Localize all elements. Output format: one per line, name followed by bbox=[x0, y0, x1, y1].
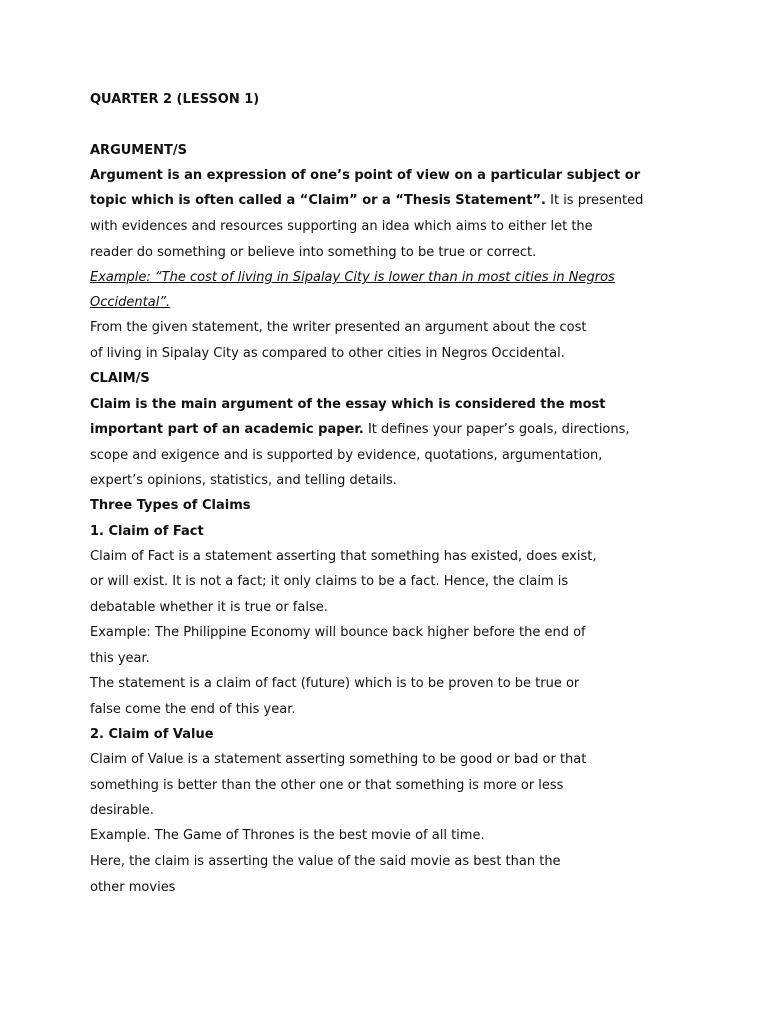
claim-of-value-explanation-line-2: other movies bbox=[90, 880, 176, 895]
claim-of-value-line-1: Claim of Value is a statement asserting something to be good or bad or that bbox=[90, 752, 587, 767]
claim-of-value-line-2: something is better than the other one or that something is more or less bbox=[90, 778, 564, 793]
claim-of-fact-explanation-line-2: false come the end of this year. bbox=[90, 702, 296, 717]
claim-of-value-example: Example. The Game of Thrones is the best movie of all time. bbox=[90, 828, 485, 843]
claim-of-value-title: 2. Claim of Value bbox=[90, 727, 214, 742]
claim-of-fact-title: 1. Claim of Fact bbox=[90, 524, 204, 539]
argument-text-line-3: with evidences and resources supporting an idea which aims to either let the bbox=[90, 219, 593, 234]
claim-text-line-4: expert’s opinions, statistics, and telling details. bbox=[90, 473, 397, 488]
argument-definition-line-2 bbox=[90, 193, 643, 209]
claim-definition-line-2 bbox=[90, 422, 630, 438]
argument-explanation-line-1: From the given statement, the writer presented an argument about the cost bbox=[90, 320, 587, 335]
argument-text-line-4: reader do something or believe into something to be true or correct. bbox=[90, 245, 537, 260]
argument-explanation-line-2: of living in Sipalay City as compared to other cities in Negros Occidental. bbox=[90, 346, 565, 361]
claim-text-line-3: scope and exigence and is supported by evidence, quotations, argumentation, bbox=[90, 448, 603, 463]
argument-example-line-2: Occidental”. bbox=[90, 295, 171, 310]
claim-definition-bold: important part of an academic paper. bbox=[90, 422, 364, 437]
claim-types-title: Three Types of Claims bbox=[90, 498, 251, 513]
argument-definition-bold: topic which is often called a “Claim” or a “Thesis Statement”. bbox=[90, 193, 546, 208]
claim-section-title: CLAIM/S bbox=[90, 371, 150, 386]
argument-section-title: ARGUMENT/S bbox=[90, 143, 187, 158]
claim-of-fact-example-line-1: Example: The Philippine Economy will bounce back higher before the end of bbox=[90, 625, 586, 640]
claim-of-value-line-3: desirable. bbox=[90, 803, 154, 818]
claim-of-fact-line-3: debatable whether it is true or false. bbox=[90, 600, 328, 615]
claim-of-fact-example-line-2: this year. bbox=[90, 651, 150, 666]
claim-definition-rest: It defines your paper’s goals, directions, bbox=[363, 422, 630, 437]
claim-definition-line-1: Claim is the main argument of the essay which is considered the most bbox=[90, 397, 606, 412]
argument-definition-line-1: Argument is an expression of one’s point of view on a particular subject or bbox=[90, 168, 641, 183]
lesson-heading: QUARTER 2 (LESSON 1) bbox=[90, 92, 260, 107]
argument-example-line-1: Example: “The cost of living in Sipalay City is lower than in most cities in Negros bbox=[90, 270, 615, 285]
argument-definition-rest: It is presented bbox=[546, 193, 644, 208]
claim-of-fact-line-2: or will exist. It is not a fact; it only claims to be a fact. Hence, the claim is bbox=[90, 574, 569, 589]
claim-of-value-explanation-line-1: Here, the claim is asserting the value of the said movie as best than the bbox=[90, 854, 561, 869]
claim-of-fact-line-1: Claim of Fact is a statement asserting that something has existed, does exist, bbox=[90, 549, 597, 564]
claim-of-fact-explanation-line-1: The statement is a claim of fact (future) which is to be proven to be true or bbox=[90, 676, 580, 691]
